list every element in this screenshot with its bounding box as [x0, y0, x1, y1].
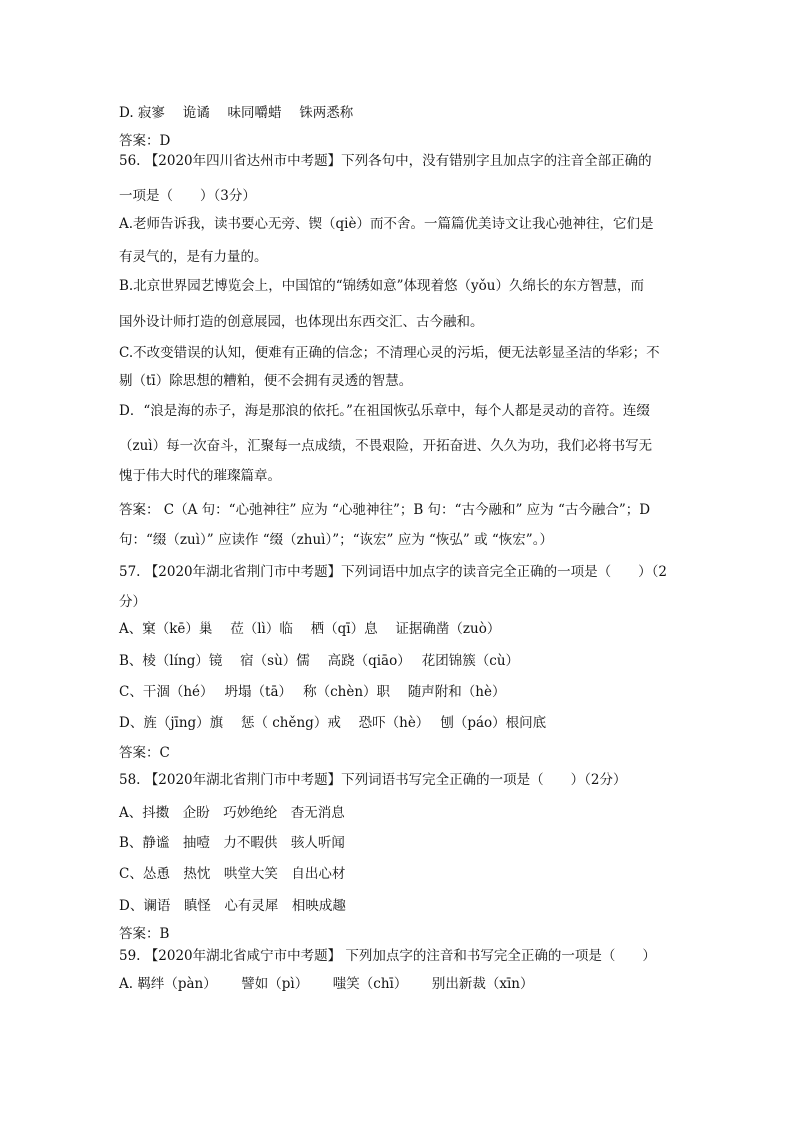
question-58-option-b: B、静谧 抽噎 力不暇供 骇人听闻 — [119, 835, 345, 851]
answer-58: 答案：B — [119, 926, 170, 942]
answer-55: 答案：D — [119, 133, 171, 149]
question-57-stem: 57. 【2020年湖北省荆门市中考题】下列词语中加点字的读音完全正确的一项是（ ）（2 — [119, 564, 667, 580]
answer-56-cont: 句：“缀（zuì）” 应读作 “缀（zhuì）”；“诙宏” 应为 “恢弘” 或 “恢宏”。） — [119, 532, 553, 548]
question-58-option-c: C、怂恿 热忱 哄堂大笑 自出心材 — [119, 866, 346, 882]
question-57-option-d: D、旌（jīng）旗 惩（ chěng）戒 恐吓（hè） 刨（páo）根问底 — [119, 715, 547, 731]
question-58-option-d: D、谰语 瞋怪 心有灵犀 相映成趣 — [119, 898, 346, 914]
question-58-option-a: A、抖擞 企盼 巧妙绝纶 杳无消息 — [119, 805, 345, 821]
question-56-option-d-cont: （zuì）每一次奋斗，汇聚每一点成绩，不畏艰险，开拓奋进、久久为功，我们必将书写无 — [119, 438, 653, 454]
question-59-option-a: A. 羁绊（pàn） 譬如（pì） 嗤笑（chī） 别出新裁（xīn） — [119, 976, 534, 992]
question-56-stem-cont: 一项是（ ）（3分） — [119, 188, 256, 204]
question-56-option-c: C.不改变错误的认知，便难有正确的信念；不清理心灵的污垢，便无法彰显圣洁的华彩；不 — [119, 345, 660, 361]
question-56-option-c-cont: 剔（tī）除思想的糟粕，便不会拥有灵透的智慧。 — [119, 373, 413, 389]
question-56-option-b: B.北京世界园艺博览会上，中国馆的“锦绣如意”体现着悠（yǒu）久绵长的东方智慧，而 — [119, 278, 644, 294]
question-56-option-b-cont: 国外设计师打造的创意展园，也体现出东西交汇、古今融和。 — [119, 314, 484, 330]
question-56-option-a: A.老师告诉我，读书要心无旁、锲（qiè）而不舍。一篇篇优美诗文让我心弛神往，它们是 — [119, 216, 654, 232]
answer-56: 答案： C（A 句：“心弛神往” 应为 “心驰神往”；B 句：“古今融和” 应为 “古今融合”；D — [119, 502, 651, 518]
question-56-option-d-cont2: 愧于伟大时代的璀璨篇章。 — [119, 468, 281, 484]
question-56-option-a-cont: 有灵气的，是有力量的。 — [119, 249, 268, 265]
question-58-stem: 58. 【2020年湖北省荆门市中考题】下列词语书写完全正确的一项是（ ）（2分） — [119, 772, 627, 788]
question-57-option-c: C、干涸（hé） 坍塌（tā） 称（chèn）职 随声附和（hè） — [119, 684, 506, 700]
question-59-stem: 59. 【2020年湖北省咸宁市中考题】 下列加点字的注音和书写完全正确的一项是（ ） — [119, 948, 656, 964]
option-d-line: D. 寂寥 诡谲 味同嚼蜡 铢两悉称 — [119, 105, 354, 121]
question-56-option-d: D．“浪是海的赤子，海是那浪的依托。”在祖国恢弘乐章中，每个人都是灵动的音符。连缀 — [119, 403, 650, 419]
question-57-option-a: A、窠（kē）巢 莅（lì）临 栖（qī）息 证据确凿（zuò） — [119, 621, 501, 637]
answer-57: 答案：C — [119, 745, 170, 761]
question-57-stem-cont: 分） — [119, 594, 146, 610]
question-56-stem: 56. 【2020年四川省达州市中考题】下列各句中，没有错别字且加点字的注音全部正确的 — [119, 153, 652, 169]
question-57-option-b: B、棱（líng）镜 宿（sù）儒 高跷（qiāo） 花团锦簇（cù） — [119, 653, 520, 669]
